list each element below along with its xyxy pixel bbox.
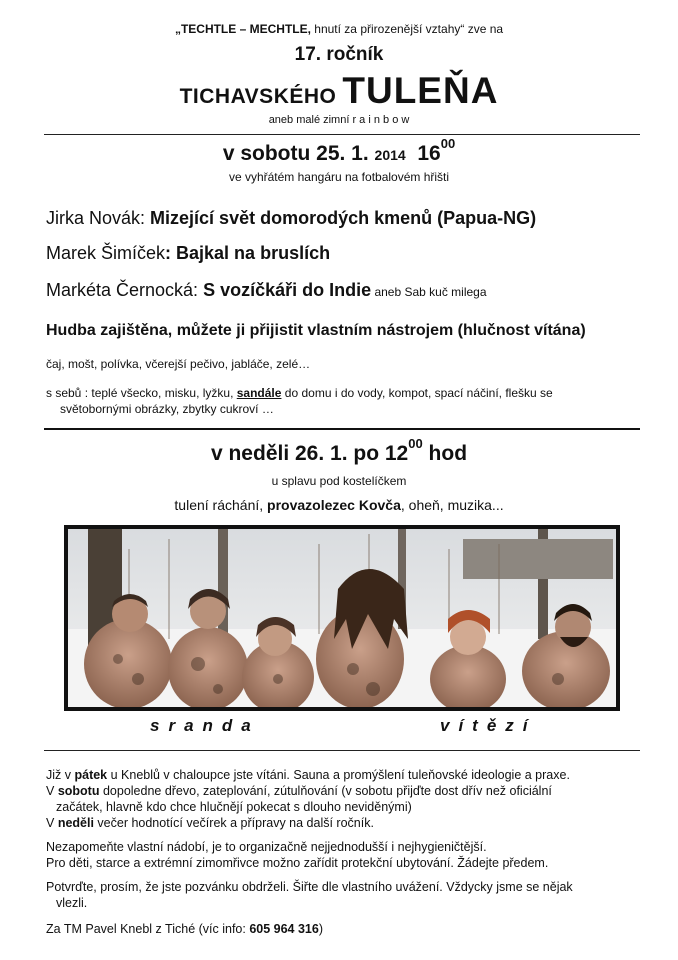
info-text: vlezli.: [56, 895, 88, 910]
contact-text: ): [318, 922, 324, 936]
info-text: u Kneblů v chaloupce jste vítáni. Sauna a promýšlení tuleňovské ideologie a praxe.: [107, 768, 570, 782]
group-photo-image: [68, 529, 616, 707]
info-text: večer hodnotící večírek a přípravy na další ročník.: [93, 816, 374, 830]
talk-speaker: Marek Šimíček: [46, 243, 166, 263]
talk-item: [46, 243, 330, 264]
sunday-program: [0, 497, 678, 513]
contact-phone: 605 964 316: [249, 922, 319, 936]
contact-text: Za TM Pavel Knebl z Tiché (víc info:: [46, 922, 250, 936]
info-saturday: [46, 784, 646, 815]
talk-item: [46, 280, 487, 301]
intro-line: [0, 22, 678, 36]
photo-caption-right: vítězí: [440, 716, 537, 735]
info-text: Nezapomeňte vlastní nádobí, je to organizačně nejjednodušší i nejhygieničtější.: [46, 840, 487, 854]
talk-item: [46, 208, 536, 229]
info-confirm: [46, 880, 646, 911]
saturday-year: 2014: [374, 147, 406, 163]
bring-rest: do domu i do vody, kompot, spací náčiní, flešku se: [281, 386, 553, 400]
info-text: Již v: [46, 768, 75, 782]
info-day: pátek: [74, 768, 108, 782]
sunday-date-main: v neděli 26. 1. po 12: [210, 442, 409, 465]
intro-text: hnutí za přirozenější vztahy“ zve na: [310, 22, 504, 36]
divider: [44, 134, 640, 135]
divider: [44, 750, 640, 751]
program-part: tulení ráchání,: [174, 497, 268, 513]
contact-line: [46, 922, 323, 936]
info-text: dopoledne dřevo, zateplování, zútulňování (v sobotu přijďte dost dřív než oficiální: [99, 784, 552, 798]
info-practical: [46, 840, 646, 871]
info-day: sobotu: [57, 784, 100, 798]
info-text: V: [46, 784, 58, 798]
info-text: začátek, hlavně kdo chce hlučnějí pokecat s dlouho neviděnými): [56, 799, 412, 814]
talk-suffix: aneb Sab kuč milega: [371, 285, 487, 299]
saturday-time: 16: [417, 142, 441, 165]
event-title-word2: TULEŇA: [342, 70, 499, 111]
info-text: V: [46, 816, 58, 830]
talk-title: S vozíčkáři do Indie: [203, 280, 372, 300]
saturday-venue: ve vyhřátém hangáru na fotbalovém hřišti: [228, 170, 450, 184]
divider: [44, 428, 640, 430]
saturday-date-main: v sobotu 25. 1.: [222, 142, 375, 165]
sunday-place: u splavu pod kostelíčkem: [271, 474, 407, 488]
organizer-name: „TECHTLE – MECHTLE,: [174, 22, 311, 36]
program-part: , oheň, muzika...: [400, 497, 504, 513]
event-title-word1: TICHAVSKÉHO: [179, 85, 337, 108]
talk-speaker: Jirka Novák:: [46, 208, 151, 228]
sunday-date: [0, 436, 678, 466]
event-subtitle: aneb malé zimní r a i n b o w: [268, 114, 410, 126]
bring-prefix: s sebů : teplé všecko, misku, lyžku,: [46, 386, 237, 400]
talk-speaker: Markéta Černocká:: [46, 280, 204, 300]
program-highlight: provazolezec Kovča: [267, 497, 401, 513]
sunday-time-minutes: 00: [408, 436, 423, 451]
bring-highlight: sandále: [236, 386, 282, 400]
bring-line2: světobornými obrázky, zbytky cukroví …: [60, 402, 274, 416]
talk-title: : Bajkal na bruslích: [165, 243, 331, 263]
food-list: čaj, mošt, polívka, včerejší pečivo, jabláče, zelé…: [46, 357, 311, 371]
info-sunday: [46, 816, 646, 832]
edition-label: 17. ročník: [294, 44, 384, 65]
info-day: neděli: [57, 816, 94, 830]
event-title: [0, 70, 678, 112]
music-note: Hudba zajištěna, můžete ji přijistit vlastním nástrojem (hlučnost vítána): [46, 322, 586, 339]
group-photo: [64, 525, 620, 711]
photo-caption-left: sranda: [150, 716, 260, 735]
info-friday: [46, 768, 646, 784]
saturday-time-minutes: 00: [440, 136, 456, 151]
info-text: Pro děti, starce a extrémní zimomřivce možno zařídit protekční ubytování. Žádejte předem.: [46, 855, 549, 870]
saturday-date: [0, 136, 678, 166]
info-text: Potvrďte, prosím, že jste pozvánku obdrželi. Šiřte dle vlastního uvážení. Vždycky jsme se nějak: [46, 880, 573, 894]
talk-title: Mizející svět domorodých kmenů (Papua-NG): [150, 208, 537, 228]
sunday-date-end: hod: [422, 442, 468, 465]
bring-list: [46, 385, 646, 417]
